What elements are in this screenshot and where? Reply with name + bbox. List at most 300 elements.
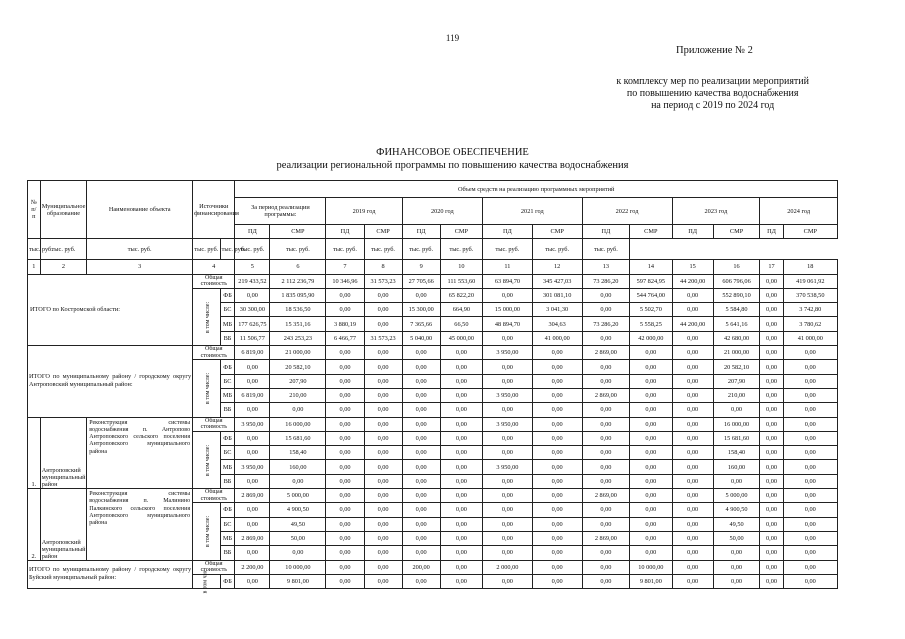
value-cell: 0,00: [440, 417, 482, 431]
value-cell: 0,00: [235, 446, 270, 460]
value-cell: 27 705,66: [402, 274, 440, 288]
value-cell: 0,00: [402, 374, 440, 388]
value-cell: 2 200,00: [235, 560, 270, 574]
value-cell: 5 000,00: [713, 489, 760, 503]
value-cell: 0,00: [783, 546, 837, 560]
value-cell: 0,00: [364, 317, 402, 331]
value-cell: 0,00: [672, 403, 713, 417]
value-cell: 0,00: [364, 560, 402, 574]
value-cell: 0,00: [672, 360, 713, 374]
unit-header: тыс. руб.: [582, 239, 630, 260]
column-number: 15: [672, 260, 713, 274]
pd-header: ПД: [672, 225, 713, 239]
source-label: БС: [220, 517, 235, 531]
value-cell: 0,00: [783, 417, 837, 431]
column-number: 7: [326, 260, 364, 274]
value-cell: 0,00: [672, 474, 713, 488]
including-label: [193, 503, 221, 560]
value-cell: 0,00: [760, 274, 783, 288]
value-cell: 0,00: [235, 503, 270, 517]
value-cell: 0,00: [760, 403, 783, 417]
section-title: [28, 560, 193, 589]
value-cell: 0,00: [532, 403, 582, 417]
value-cell: 0,00: [532, 474, 582, 488]
including-text: в том числе:: [205, 301, 212, 334]
value-cell: 0,00: [402, 446, 440, 460]
including-label: [193, 569, 221, 594]
value-cell: 0,00: [483, 474, 533, 488]
unit-header: тыс. руб.: [532, 239, 582, 260]
column-number: 9: [402, 260, 440, 274]
item-object: Реконструкция системы водоснабжения п. Малинино Палкинского сельского поселения Антроповского муниципального района: [87, 489, 193, 560]
column-number: 10: [440, 260, 482, 274]
value-cell: 0,00: [440, 388, 482, 402]
value-cell: 0,00: [582, 560, 630, 574]
value-cell: 0,00: [440, 360, 482, 374]
value-cell: 63 894,70: [483, 274, 533, 288]
smr-header: СМР: [630, 225, 672, 239]
value-cell: 0,00: [364, 531, 402, 545]
value-cell: 0,00: [630, 374, 672, 388]
value-cell: 0,00: [326, 431, 364, 445]
value-cell: 0,00: [440, 546, 482, 560]
value-cell: 0,00: [532, 574, 582, 588]
value-cell: 49,50: [270, 517, 326, 531]
value-cell: 0,00: [270, 474, 326, 488]
value-cell: 3 950,00: [483, 388, 533, 402]
value-cell: 0,00: [483, 503, 533, 517]
value-cell: 0,00: [582, 503, 630, 517]
value-cell: 207,90: [270, 374, 326, 388]
value-cell: 3 950,00: [235, 460, 270, 474]
value-cell: 0,00: [402, 460, 440, 474]
value-cell: 0,00: [760, 417, 783, 431]
value-cell: 0,00: [713, 403, 760, 417]
value-cell: 0,00: [672, 517, 713, 531]
column-number: 18: [783, 260, 837, 274]
value-cell: 9 801,00: [630, 574, 672, 588]
value-cell: 158,40: [270, 446, 326, 460]
source-label: ФБ: [220, 288, 235, 302]
value-cell: 177 626,75: [235, 317, 270, 331]
smr-header: СМР: [532, 225, 582, 239]
including-text: в том чис: [202, 569, 209, 594]
value-cell: 0,00: [326, 474, 364, 488]
value-cell: 0,00: [630, 546, 672, 560]
year-header: 2024 год: [760, 198, 838, 225]
value-cell: 0,00: [760, 303, 783, 317]
value-cell: 0,00: [760, 360, 783, 374]
value-cell: 0,00: [532, 431, 582, 445]
value-cell: 0,00: [402, 503, 440, 517]
value-cell: 0,00: [582, 288, 630, 302]
value-cell: 0,00: [760, 474, 783, 488]
section-title-line: Антроповский муниципальный район:: [29, 381, 133, 389]
value-cell: 0,00: [672, 431, 713, 445]
value-cell: 9 801,00: [270, 574, 326, 588]
value-cell: 0,00: [630, 474, 672, 488]
value-cell: 0,00: [630, 417, 672, 431]
unit-header: тыс. руб.: [402, 239, 440, 260]
section-title-line: ИТОГО по муниципальному району / городскому округу: [29, 373, 192, 381]
value-cell: 0,00: [582, 374, 630, 388]
value-cell: 0,00: [630, 517, 672, 531]
column-number: 1: [28, 260, 41, 274]
smr-header: СМР: [713, 225, 760, 239]
value-cell: 6 819,00: [235, 388, 270, 402]
value-cell: 41 000,00: [532, 331, 582, 345]
value-cell: 44 200,00: [672, 274, 713, 288]
value-cell: 0,00: [672, 288, 713, 302]
value-cell: 0,00: [326, 388, 364, 402]
value-cell: 3 041,30: [532, 303, 582, 317]
value-cell: 0,00: [235, 474, 270, 488]
value-cell: 0,00: [270, 403, 326, 417]
value-cell: 20 582,10: [713, 360, 760, 374]
value-cell: 0,00: [713, 474, 760, 488]
source-label: ФБ: [220, 431, 235, 445]
value-cell: 0,00: [326, 460, 364, 474]
source-label: ФБ: [220, 360, 235, 374]
value-cell: 49,50: [713, 517, 760, 531]
value-cell: 0,00: [483, 546, 533, 560]
column-number: 4: [193, 260, 235, 274]
value-cell: 0,00: [672, 546, 713, 560]
value-cell: 4 900,50: [270, 503, 326, 517]
value-cell: 0,00: [326, 503, 364, 517]
value-cell: 0,00: [364, 288, 402, 302]
value-cell: 0,00: [364, 446, 402, 460]
value-cell: 0,00: [235, 403, 270, 417]
value-cell: 0,00: [364, 503, 402, 517]
column-number: 13: [582, 260, 630, 274]
value-cell: 0,00: [532, 360, 582, 374]
value-cell: 552 890,10: [713, 288, 760, 302]
value-cell: 0,00: [713, 546, 760, 560]
value-cell: 0,00: [582, 460, 630, 474]
period-header: За период реализации программы:: [235, 198, 326, 225]
value-cell: 0,00: [364, 489, 402, 503]
value-cell: 6 466,77: [326, 331, 364, 345]
value-cell: 73 286,20: [582, 317, 630, 331]
value-cell: 48 894,70: [483, 317, 533, 331]
value-cell: 0,00: [783, 474, 837, 488]
title-line: реализации региональной программы по повышению качества водоснабжения: [276, 160, 629, 171]
value-cell: 0,00: [630, 360, 672, 374]
column-number: 16: [713, 260, 760, 274]
value-cell: 664,90: [440, 303, 482, 317]
column-number: 12: [532, 260, 582, 274]
value-cell: 0,00: [235, 431, 270, 445]
column-number: 3: [87, 260, 193, 274]
column-number: 2: [40, 260, 87, 274]
total-cost-label: Общая стоимость: [193, 489, 235, 503]
smr-header: СМР: [440, 225, 482, 239]
value-cell: 0,00: [630, 489, 672, 503]
value-cell: 15 300,00: [402, 303, 440, 317]
value-cell: 50,00: [270, 531, 326, 545]
value-cell: 0,00: [532, 460, 582, 474]
value-cell: 0,00: [483, 489, 533, 503]
note-line: к комплексу мер по реализации мероприятий: [616, 76, 809, 87]
value-cell: 3 950,00: [235, 417, 270, 431]
value-cell: 0,00: [582, 403, 630, 417]
value-cell: 0,00: [402, 388, 440, 402]
value-cell: 304,63: [532, 317, 582, 331]
value-cell: 0,00: [630, 403, 672, 417]
value-cell: 0,00: [713, 560, 760, 574]
section-title-line: ИТОГО по муниципальному району / городскому округу: [29, 566, 192, 574]
value-cell: 0,00: [440, 489, 482, 503]
value-cell: 2 869,00: [235, 489, 270, 503]
value-cell: 0,00: [483, 360, 533, 374]
value-cell: 0,00: [672, 417, 713, 431]
value-cell: 42 000,00: [630, 331, 672, 345]
value-cell: 20 582,10: [270, 360, 326, 374]
value-cell: 0,00: [760, 317, 783, 331]
value-cell: 0,00: [582, 446, 630, 460]
value-cell: 0,00: [440, 531, 482, 545]
pd-header: ПД: [760, 225, 783, 239]
value-cell: 5 558,25: [630, 317, 672, 331]
value-cell: 210,00: [713, 388, 760, 402]
value-cell: 0,00: [760, 574, 783, 588]
item-number: 2.: [28, 489, 41, 560]
value-cell: 31 573,23: [364, 274, 402, 288]
item-number: 1.: [28, 417, 41, 488]
value-cell: 0,00: [326, 360, 364, 374]
value-cell: 200,00: [402, 560, 440, 574]
value-cell: 0,00: [672, 331, 713, 345]
value-cell: 0,00: [672, 346, 713, 360]
unit-header: тыс. руб.: [220, 239, 235, 260]
value-cell: 0,00: [364, 417, 402, 431]
unit-header: тыс. руб.: [235, 239, 270, 260]
value-cell: 0,00: [783, 360, 837, 374]
finance-table-wrapper: [27, 180, 838, 594]
item-municipality: Антроповский муниципальный район: [40, 417, 87, 488]
value-cell: 0,00: [760, 503, 783, 517]
table-row: [28, 274, 838, 288]
value-cell: 0,00: [364, 403, 402, 417]
value-cell: 0,00: [582, 517, 630, 531]
value-cell: 0,00: [440, 460, 482, 474]
value-cell: 0,00: [582, 546, 630, 560]
including-text: в том числе:: [205, 373, 212, 405]
value-cell: 3 950,00: [483, 346, 533, 360]
year-header: 2021 год: [483, 198, 583, 225]
value-cell: 0,00: [326, 303, 364, 317]
value-cell: 0,00: [483, 446, 533, 460]
value-cell: 10 000,00: [630, 560, 672, 574]
value-cell: 160,00: [270, 460, 326, 474]
value-cell: 0,00: [582, 360, 630, 374]
section-title: [28, 346, 193, 417]
table-row: [28, 489, 838, 503]
value-cell: 0,00: [630, 503, 672, 517]
value-cell: 111 553,60: [440, 274, 482, 288]
value-cell: 419 061,92: [783, 274, 837, 288]
source-label: ВБ: [220, 331, 235, 345]
value-cell: 0,00: [483, 288, 533, 302]
value-cell: 0,00: [483, 574, 533, 588]
value-cell: 0,00: [582, 431, 630, 445]
col-num-header: № п/ п: [28, 181, 41, 239]
value-cell: 0,00: [672, 446, 713, 460]
value-cell: 0,00: [402, 346, 440, 360]
value-cell: 18 536,50: [270, 303, 326, 317]
value-cell: 0,00: [402, 489, 440, 503]
value-cell: 0,00: [672, 374, 713, 388]
value-cell: 0,00: [483, 517, 533, 531]
column-number: 8: [364, 260, 402, 274]
value-cell: 0,00: [630, 446, 672, 460]
value-cell: 0,00: [326, 417, 364, 431]
value-cell: 0,00: [672, 303, 713, 317]
value-cell: 0,00: [326, 531, 364, 545]
source-label: ФБ: [220, 574, 235, 588]
unit-header: тыс. руб.: [193, 239, 221, 260]
value-cell: 0,00: [672, 460, 713, 474]
value-cell: 0,00: [235, 517, 270, 531]
source-label: МБ: [220, 388, 235, 402]
value-cell: 3 950,00: [483, 460, 533, 474]
value-cell: 0,00: [326, 346, 364, 360]
value-cell: 0,00: [532, 503, 582, 517]
value-cell: 0,00: [783, 503, 837, 517]
value-cell: 0,00: [235, 360, 270, 374]
value-cell: 65 822,20: [440, 288, 482, 302]
value-cell: 15 681,60: [713, 431, 760, 445]
value-cell: 0,00: [760, 331, 783, 345]
value-cell: 0,00: [783, 517, 837, 531]
value-cell: 0,00: [783, 403, 837, 417]
value-cell: 0,00: [783, 374, 837, 388]
value-cell: 1 835 095,90: [270, 288, 326, 302]
column-number: 17: [760, 260, 783, 274]
table-row: [28, 560, 838, 574]
value-cell: 0,00: [783, 560, 837, 574]
unit-header: тыс. руб.: [270, 239, 326, 260]
source-label: БС: [220, 446, 235, 460]
page-number: 119: [445, 33, 460, 43]
value-cell: 0,00: [630, 531, 672, 545]
year-header: 2023 год: [672, 198, 760, 225]
value-cell: 0,00: [364, 574, 402, 588]
value-cell: 0,00: [235, 374, 270, 388]
value-cell: 0,00: [532, 531, 582, 545]
value-cell: 16 000,00: [270, 417, 326, 431]
value-cell: 0,00: [270, 546, 326, 560]
source-label: МБ: [220, 531, 235, 545]
value-cell: 0,00: [483, 403, 533, 417]
value-cell: 0,00: [532, 517, 582, 531]
value-cell: 0,00: [326, 517, 364, 531]
section-title: ИТОГО по Костромской области:: [28, 274, 193, 345]
value-cell: 0,00: [364, 460, 402, 474]
unit-header: тыс. руб.: [326, 239, 364, 260]
smr-header: СМР: [270, 225, 326, 239]
smr-header: СМР: [364, 225, 402, 239]
value-cell: 0,00: [783, 446, 837, 460]
value-cell: 5 040,00: [402, 331, 440, 345]
table-row: [28, 346, 838, 360]
table-row: [28, 417, 838, 431]
value-cell: 0,00: [326, 574, 364, 588]
col-object-header: Наименование объекта: [87, 181, 193, 239]
source-label: БС: [220, 374, 235, 388]
value-cell: 45 000,00: [440, 331, 482, 345]
value-cell: 0,00: [532, 374, 582, 388]
value-cell: 0,00: [440, 560, 482, 574]
value-cell: 15 000,00: [483, 303, 533, 317]
unit-header: тыс. руб.: [440, 239, 482, 260]
value-cell: 0,00: [440, 403, 482, 417]
value-cell: 11 506,77: [235, 331, 270, 345]
source-label: ВБ: [220, 474, 235, 488]
value-cell: 30 300,00: [235, 303, 270, 317]
total-cost-label: Общая стоимость: [193, 417, 235, 431]
value-cell: 0,00: [760, 446, 783, 460]
value-cell: 42 680,00: [713, 331, 760, 345]
value-cell: 0,00: [783, 460, 837, 474]
value-cell: 0,00: [532, 489, 582, 503]
pd-header: ПД: [402, 225, 440, 239]
value-cell: 0,00: [402, 574, 440, 588]
value-cell: 0,00: [364, 517, 402, 531]
value-cell: 0,00: [402, 403, 440, 417]
value-cell: 66,50: [440, 317, 482, 331]
smr-header: СМР: [783, 225, 837, 239]
value-cell: 0,00: [783, 489, 837, 503]
value-cell: 0,00: [532, 346, 582, 360]
source-label: ВБ: [220, 403, 235, 417]
value-cell: 0,00: [760, 517, 783, 531]
value-cell: 0,00: [760, 489, 783, 503]
total-cost-label: Общая стоимость: [193, 274, 235, 288]
value-cell: 0,00: [440, 574, 482, 588]
value-cell: 3 742,80: [783, 303, 837, 317]
unit-header: тыс. руб.: [483, 239, 533, 260]
year-header: 2020 год: [402, 198, 482, 225]
value-cell: 2 869,00: [582, 388, 630, 402]
value-cell: 0,00: [672, 560, 713, 574]
value-cell: 0,00: [760, 460, 783, 474]
item-object: Реконструкция системы водоснабжения п. Антропово Антроповского сельского поселения Антроповского муниципального района: [87, 417, 193, 488]
value-cell: 207,90: [713, 374, 760, 388]
value-cell: 0,00: [760, 531, 783, 545]
value-cell: 2 000,00: [483, 560, 533, 574]
value-cell: 0,00: [630, 346, 672, 360]
value-cell: 31 573,23: [364, 331, 402, 345]
value-cell: 0,00: [364, 546, 402, 560]
value-cell: 0,00: [532, 546, 582, 560]
value-cell: 0,00: [440, 503, 482, 517]
value-cell: 5 641,16: [713, 317, 760, 331]
value-cell: 0,00: [364, 360, 402, 374]
value-cell: 158,40: [713, 446, 760, 460]
value-cell: 0,00: [364, 431, 402, 445]
pd-header: ПД: [483, 225, 533, 239]
value-cell: 44 200,00: [672, 317, 713, 331]
value-cell: 2 869,00: [582, 531, 630, 545]
col-source-header: Источники финансирования: [193, 181, 235, 239]
value-cell: 0,00: [760, 374, 783, 388]
value-cell: 0,00: [672, 388, 713, 402]
value-cell: 301 081,10: [532, 288, 582, 302]
value-cell: 0,00: [483, 374, 533, 388]
value-cell: 0,00: [760, 288, 783, 302]
